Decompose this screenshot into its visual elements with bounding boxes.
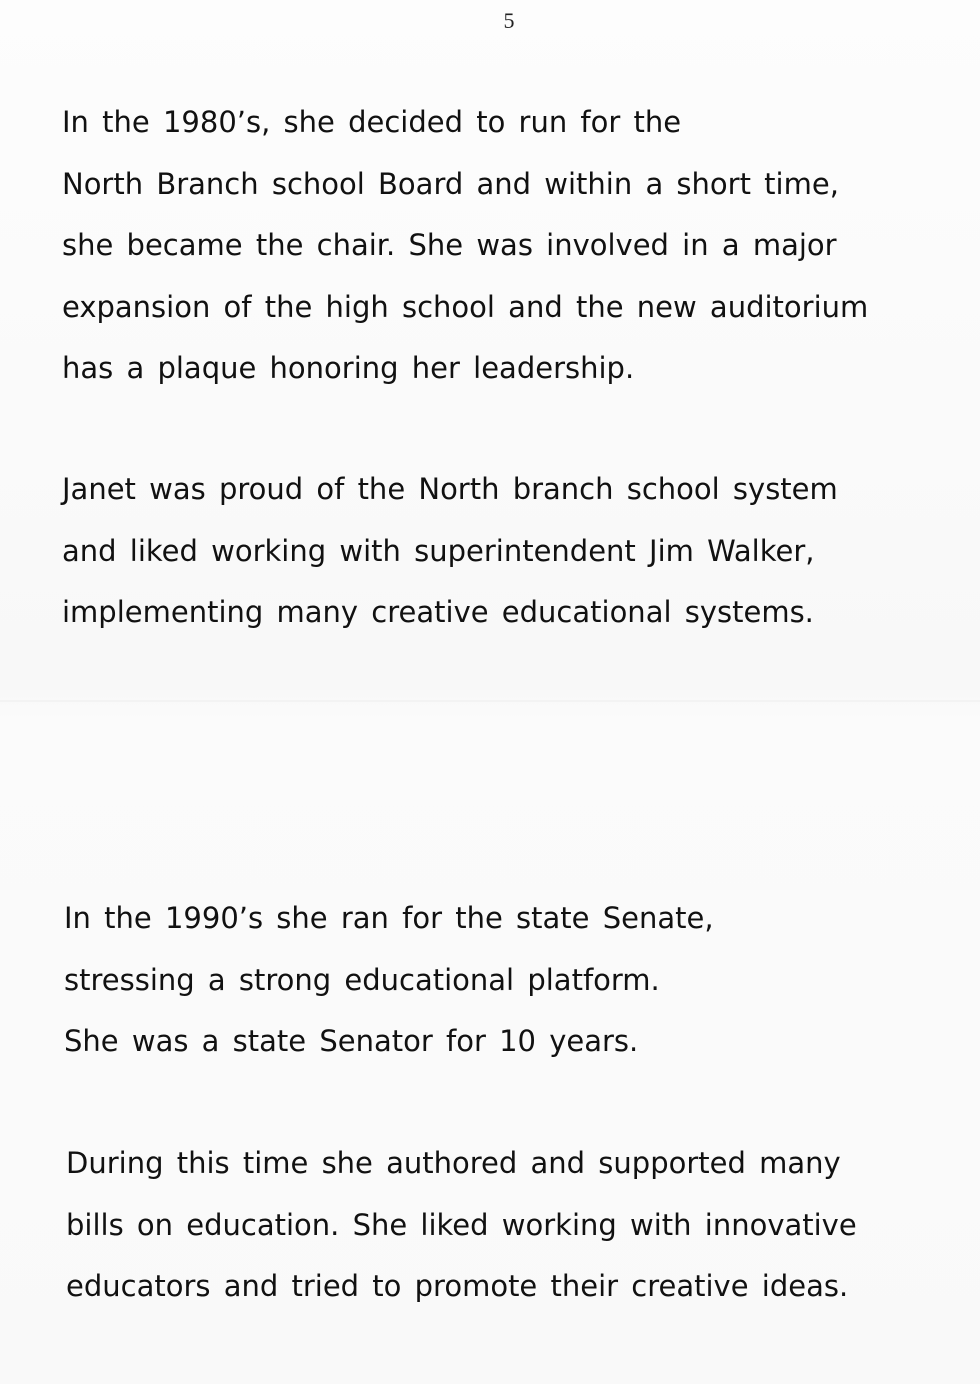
text-line: stressing a strong educational platform. xyxy=(64,962,660,997)
text-line: expansion of the high school and the new auditorium xyxy=(62,289,869,324)
paragraph-state-senate xyxy=(64,888,714,1073)
text-line: In the 1990’s she ran for the state Senate, xyxy=(64,901,714,935)
text-line: She was a state Senator for 10 years. xyxy=(64,1024,639,1058)
text-line: In the 1980’s, she decided to run for the xyxy=(62,105,682,139)
text-line: During this time she authored and supported many xyxy=(66,1146,841,1180)
text-line: and liked working with superintendent Jim Walker, xyxy=(62,533,815,568)
text-line: she became the chair. She was involved in a major xyxy=(62,228,837,262)
paper-fold-line xyxy=(0,700,980,702)
page-number: 5 xyxy=(503,8,515,33)
text-line: implementing many creative educational systems. xyxy=(62,595,814,629)
text-line: North Branch school Board and within a short time, xyxy=(62,166,839,201)
paragraph-school-system xyxy=(62,459,838,644)
text-line: educators and tried to promote their creative ideas. xyxy=(66,1269,849,1303)
text-line: bills on education. She liked working with innovative xyxy=(66,1207,857,1242)
paragraph-school-board xyxy=(62,92,868,400)
text-line: Janet was proud of the North branch school system xyxy=(62,472,838,506)
paragraph-education-bills xyxy=(66,1133,857,1318)
text-line: has a plaque honoring her leadership. xyxy=(62,351,635,385)
